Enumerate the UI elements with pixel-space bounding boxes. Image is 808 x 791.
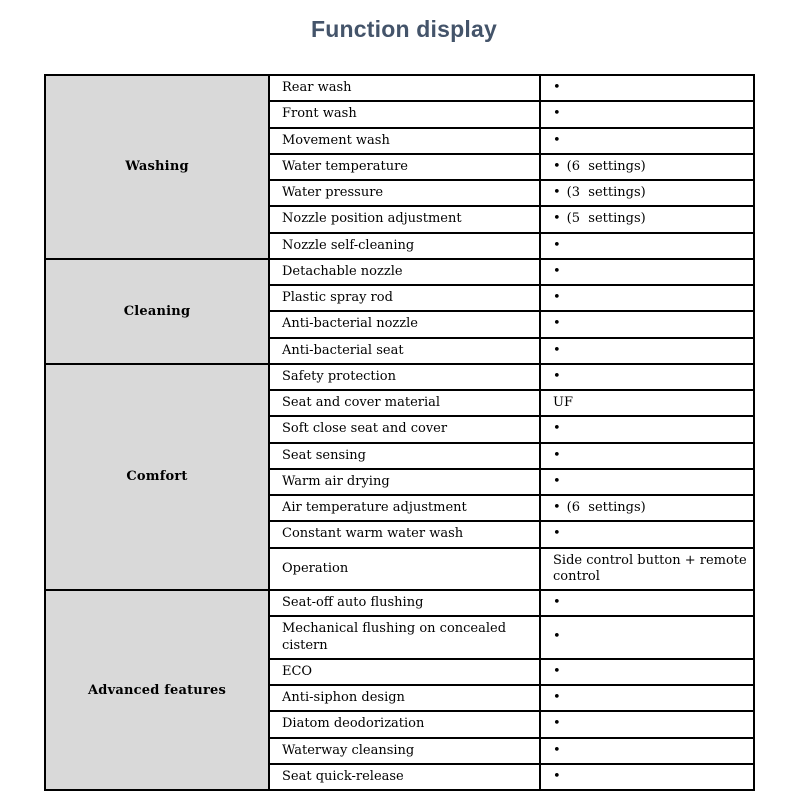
feature-label-cell: Air temperature adjustment (269, 495, 540, 521)
feature-label-cell: Warm air drying (269, 469, 540, 495)
feature-value-text: (3 settings) (566, 185, 646, 200)
feature-value-cell (540, 548, 754, 591)
feature-value-cell (540, 616, 754, 659)
bullet-icon: • (553, 447, 561, 463)
bullet-icon: • (553, 158, 561, 174)
bullet-icon: • (553, 290, 561, 305)
bullet-icon: • (553, 742, 561, 758)
bullet-icon: • (553, 768, 561, 784)
feature-label-cell: Waterway cleansing (269, 738, 540, 764)
feature-value-text: (6 settings) (566, 158, 646, 174)
feature-value-cell (540, 259, 754, 285)
feature-value-cell (540, 101, 754, 127)
feature-label-cell: Operation (269, 548, 540, 591)
feature-value-cell (540, 233, 754, 259)
bullet-icon: • (553, 663, 561, 679)
feature-value-cell (540, 590, 754, 616)
bullet-icon: • (553, 263, 561, 279)
feature-value-cell (540, 364, 754, 390)
feature-label-cell: Rear wash (269, 75, 540, 101)
bullet-icon: • (553, 500, 561, 515)
function-table-body (45, 75, 754, 790)
bullet-icon: • (553, 421, 561, 437)
feature-value-cell (540, 285, 754, 311)
feature-label-cell: Seat-off auto flushing (269, 590, 540, 616)
feature-value-cell (540, 443, 754, 469)
bullet-icon: • (553, 211, 561, 227)
feature-label-cell: ECO (269, 659, 540, 685)
feature-label-cell: Seat and cover material (269, 390, 540, 416)
bullet-icon: • (553, 368, 561, 384)
feature-value-text: Side control button + remote control (553, 552, 751, 584)
category-cell: Comfort (45, 364, 269, 590)
feature-label-cell: Seat quick-release (269, 764, 540, 790)
feature-label-cell: Safety protection (269, 364, 540, 390)
bullet-icon: • (553, 526, 561, 542)
bullet-icon: • (553, 595, 561, 610)
feature-value-cell (540, 738, 754, 764)
category-cell: Washing (45, 75, 269, 259)
table-row (45, 364, 754, 390)
feature-label-cell: Anti-bacterial seat (269, 338, 540, 364)
feature-label-cell: Water temperature (269, 154, 540, 180)
bullet-icon: • (553, 690, 561, 705)
bullet-icon: • (553, 473, 561, 489)
feature-label-cell: Mechanical flushing on concealed cistern (269, 616, 540, 659)
bullet-icon: • (553, 716, 561, 732)
feature-label-cell: Anti-siphon design (269, 685, 540, 711)
feature-value-cell (540, 764, 754, 790)
feature-value-cell (540, 521, 754, 547)
feature-value-cell (540, 75, 754, 101)
feature-value-cell (540, 469, 754, 495)
feature-value-cell (540, 659, 754, 685)
feature-value-cell (540, 416, 754, 442)
feature-value-cell (540, 685, 754, 711)
feature-value-cell (540, 128, 754, 154)
bullet-icon: • (553, 185, 561, 200)
feature-label-cell: Diatom deodorization (269, 711, 540, 737)
feature-value-cell (540, 711, 754, 737)
feature-value-cell (540, 206, 754, 232)
bullet-icon: • (553, 316, 561, 332)
table-row (45, 259, 754, 285)
bullet-icon: • (553, 342, 561, 358)
bullet-icon: • (553, 80, 561, 95)
feature-value-cell (540, 338, 754, 364)
feature-label-cell: Anti-bacterial nozzle (269, 311, 540, 337)
bullet-icon: • (553, 106, 561, 122)
feature-label-cell: Plastic spray rod (269, 285, 540, 311)
feature-value-text: (5 settings) (566, 211, 646, 227)
feature-label-cell: Front wash (269, 101, 540, 127)
table-row (45, 590, 754, 616)
feature-label-cell: Seat sensing (269, 443, 540, 469)
page-title: Function display (311, 16, 497, 42)
feature-label-cell: Detachable nozzle (269, 259, 540, 285)
bullet-icon: • (553, 132, 561, 148)
feature-value-text: (6 settings) (566, 500, 646, 515)
feature-label-cell: Nozzle position adjustment (269, 206, 540, 232)
table-row (45, 75, 754, 101)
feature-value-cell (540, 154, 754, 180)
feature-value-cell (540, 495, 754, 521)
bullet-icon: • (553, 629, 561, 645)
feature-label-cell: Soft close seat and cover (269, 416, 540, 442)
bullet-icon: • (553, 237, 561, 253)
feature-label-cell: Movement wash (269, 128, 540, 154)
function-display-table (44, 74, 755, 791)
feature-label-cell: Constant warm water wash (269, 521, 540, 547)
category-cell: Cleaning (45, 259, 269, 364)
feature-label-cell: Water pressure (269, 180, 540, 206)
feature-value-cell (540, 390, 754, 416)
feature-label-cell: Nozzle self-cleaning (269, 233, 540, 259)
feature-value-cell (540, 311, 754, 337)
feature-value-cell (540, 180, 754, 206)
feature-value-text: UF (553, 395, 573, 410)
category-cell: Advanced features (45, 590, 269, 790)
